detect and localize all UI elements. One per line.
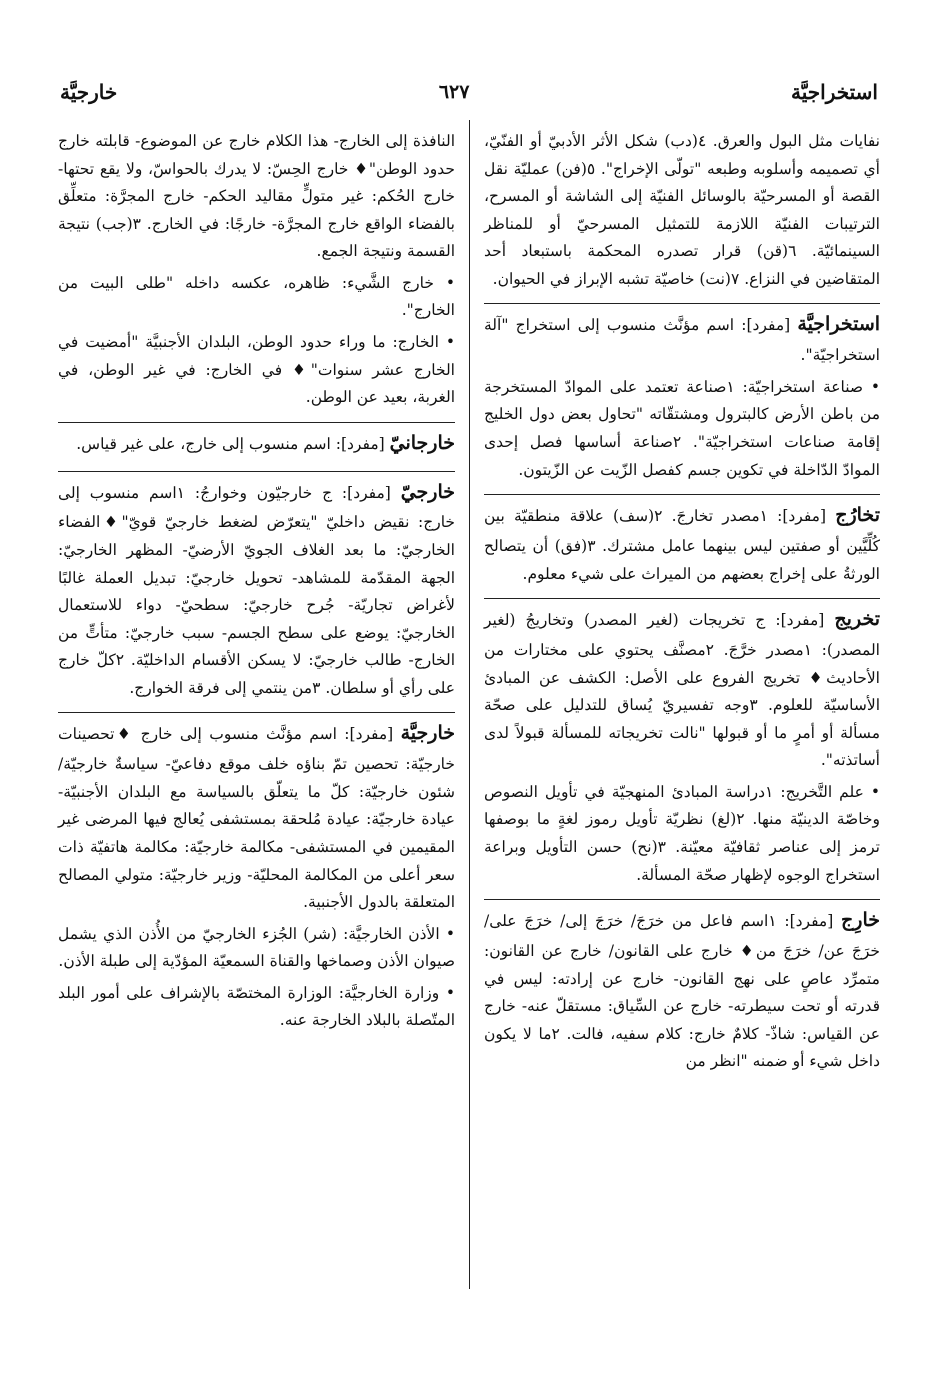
dictionary-entry — [484, 499, 880, 599]
entry-paragraph — [58, 980, 455, 1035]
entry-headword: استخراجيَّة — [797, 313, 881, 336]
page-header — [60, 72, 878, 112]
dictionary-entry — [484, 128, 880, 304]
entry-paragraph — [58, 270, 455, 325]
dictionary-entry — [58, 128, 455, 423]
entry-paragraph — [58, 427, 455, 461]
entry-text: • صناعة استخراجيّة: ١صناعة تعتمد على الموادّ المستخرجة من باطن الأرض كالبترول ومشتقّاته "تحاول بعض دول الخليج إقامة صناعات استخراجيّة". ٢صناعة أساسها فصل إحدى الموادّ الدّاخلة في تكوين جسم كفصل الزّيت عن الزّيتون. — [484, 377, 881, 479]
entry-paragraph — [58, 128, 455, 266]
entry-text: • وزارة الخارجيَّة: الوزارة المختصّة بالإشراف على أمور البلد المتّصلة بالبلاد الخارجة عنه. — [58, 983, 455, 1030]
entry-paragraph — [58, 329, 455, 412]
dictionary-entry — [58, 427, 455, 472]
entry-text: [مفرد]: اسم منسوب إلى خارج، على غير قياس. — [76, 434, 385, 453]
entry-text: • الخارج: ما وراء حدود الوطن، البلدان الأجنبيَّة "أمضيت في الخارج عشر سنوات"♦ في الخارج: في غير الوطن، في الغربة، بعيد عن الوطن. — [58, 333, 455, 407]
dictionary-entry — [484, 308, 880, 495]
header-right-word: استخراجيَّة — [791, 80, 878, 104]
entry-text: النافذة إلى الخارج- هذا الكلام خارج عن الموضوع- قابلته خارج حدود الوطن"♦ خارج الحِسّ: لا يدرك بالحواسّ، ولا يقع تحتها- خارج الحُكم: غير متولٍّ مقاليد الحكم- خارج المجرَّة: متعلِّق بالفضاء الواقع خارج المجرَّة- خارجًا: في الخارج. ٣(جب) نتيجة القسمة ونتيجة الجمع. — [58, 132, 455, 261]
entry-paragraph — [58, 921, 455, 976]
entry-paragraph — [484, 779, 880, 889]
entry-headword: تخريج — [834, 608, 880, 631]
dictionary-entry — [58, 717, 455, 1045]
entry-paragraph — [58, 717, 455, 916]
entry-text: • علم التَّخريج: ١دراسة المبادئ المنهجيّة في تأويل النصوص وخاصّة الدينيّة منها. ٢(لغ) نظريّة تأويل رموز لغةٍ ما بوصفها ترمز إلى عناصر ثقافيّة معيّنة. ٣(نح) حسن التأويل وبراعة استخراج الوجوه لإظهار صحّة المسألة. — [484, 782, 880, 884]
entry-text: [مفرد]: اسم مؤنَّث منسوب إلى خارج ♦تحصينات خارجيّة: تحصين تمّ بناؤه خلف موقع دفاعيّ- سياسةٌ خارجيّة/ شئون خارجيّة: كلّ ما يتعلّق بالسياسة مع البلدان الأجنبيّة- عيادة خارجيّة: عيادة مُلحقة بمستشفى يُعالج فيها المرضى غير المقيمين في المستشفى- مكالمة خارجيّة: مكالمة هاتفيّة ذات سعر أعلى من المكالمة المحليّة- وزير خارجيّة: متولي المصالح المتعلقة بالدول الأجنبية. — [58, 725, 455, 912]
entry-headword: خارِج — [841, 909, 880, 932]
page-number: ٦٢٧ — [438, 81, 470, 103]
header-left-word: خارجيَّة — [60, 80, 118, 104]
entry-paragraph — [484, 904, 880, 1076]
entry-headword: خارجانيّ — [389, 431, 455, 454]
entry-text: • خارج الشَّيء: ظاهره، عكسه داخله "طلى البيت من الخارج". — [58, 273, 455, 320]
right-column — [469, 120, 894, 1289]
entry-text: [مفرد]: ١مصدر تخارجَ. ٢(سف) علاقة منطقيّة بين كُلِّيَّين أو صفتين ليس بينهما عامل مشترك. ٣(فق) أن يتصالح الورثةُ على إخراج بعضهم من الميراث على شيء معلوم. — [484, 507, 880, 583]
entry-headword: خارجيَّة — [400, 722, 455, 745]
entry-text: • الأذن الخارجيَّة: (شر) الجُزء الخارجيّ من الأُذن الذي يشمل صيوان الأذن وصماخها والقناة السمعيّة المؤدّية إلى طبلة الأذن. — [58, 924, 455, 971]
entry-headword: تخارُج — [835, 504, 880, 527]
dictionary-entry — [484, 904, 880, 1086]
dictionary-columns — [44, 120, 894, 1289]
entry-headword: خارجيّ — [400, 480, 455, 503]
entry-text: [مفرد]: ج تخريجات (لغير المصدر) وتخاريجُ (لغير المصدر): ١مصدر خرَّجَ. ٢مصنَّف يحتوي على مختارات من الأحاديث♦ تخريج الفروع على الأصل: الكشف عن المبادئ الأساسيّة للعلوم. ٣وجه تفسيريّ يُساق للتدليل على صحّة مسألة أو أمرٍ ما أو قبولها "نالت تخريجاته للمسألة قبولاً لدى أساتذته". — [484, 611, 880, 770]
left-column — [44, 120, 469, 1289]
entry-paragraph — [58, 476, 455, 703]
entry-paragraph — [484, 128, 880, 293]
entry-paragraph — [484, 374, 880, 484]
dictionary-entry — [484, 603, 880, 900]
entry-text: نفايات مثل البول والعرق. ٤(دب) شكل الأثر الأدبيّ أو الفنّيّ، أي تصميمه وأسلوبه وطبعه "تولّى الإخراج". ٥(فن) عمليّة نقل القصة أو المسرحيّة بالوسائل الفنيّة إلى الشاشة أو المسرح، الترتيبات الفنيّة اللازمة للتمثيل المسرحيّ أو للمناظر السينمائيّة. ٦(قن) قرار تصدره المحكمة باستبعاد أحد المتقاضين في النزاع. ٧(نت) خاصيّة تشبه الإبراز في الحيوان. — [484, 132, 880, 288]
entry-paragraph — [484, 308, 880, 369]
dictionary-entry — [58, 476, 455, 714]
entry-paragraph — [484, 603, 880, 775]
entry-paragraph — [484, 499, 880, 588]
entry-text: [مفرد]: ج خارجيّون وخوارجُ: ١اسم منسوب إلى خارج: نقيض داخليّ "يتعرّض لضغط خارجيّ قويّ"♦الفضاء الخارجيّ: ما بعد الغلاف الجويّ الأرضيّ- المظهر الخارجيّ: الجهة المقدّمة للمشاهد- تحويل خارجيّ: تبديل العملة غالبًا لأغراض تجاريّة- جُرح خارجيّ: سطحيّ- دواء للاستعمال الخارجيّ: يوضع على سطح الجسم- سبب خارجيّ: متأتٍّ من الخارج- طالب خارجيّ: لا يسكن الأقسام الداخليّة. ٢كلّ خارج على رأي أو سلطان. ٣من ينتمي إلى فرقة الخوارج. — [58, 483, 455, 697]
entry-text: [مفرد]: ١اسم فاعل من خرَجَ/ خرَجَ إلى/ خرَجَ على/ خرَجَ عن/ خرَجَ من♦ خارج على القانون/ خارج عن القانون: متمرِّد عاصٍ على نهج القانون- خارج عن إرادته: ليس في قدرته أو تحت سيطرته- خارج عن السِّياق: مستقلّ عنه- خارج عن القياس: شاذّ- كلامٌ خارج: كلام سفيه، فالت. ٢ما لا يكون داخل شيء أو ضمنه "انظر من — [484, 912, 881, 1071]
entry-text: [مفرد]: اسم مؤنَّث منسوب إلى استخراج "آلة استخراجيّة". — [484, 316, 880, 365]
